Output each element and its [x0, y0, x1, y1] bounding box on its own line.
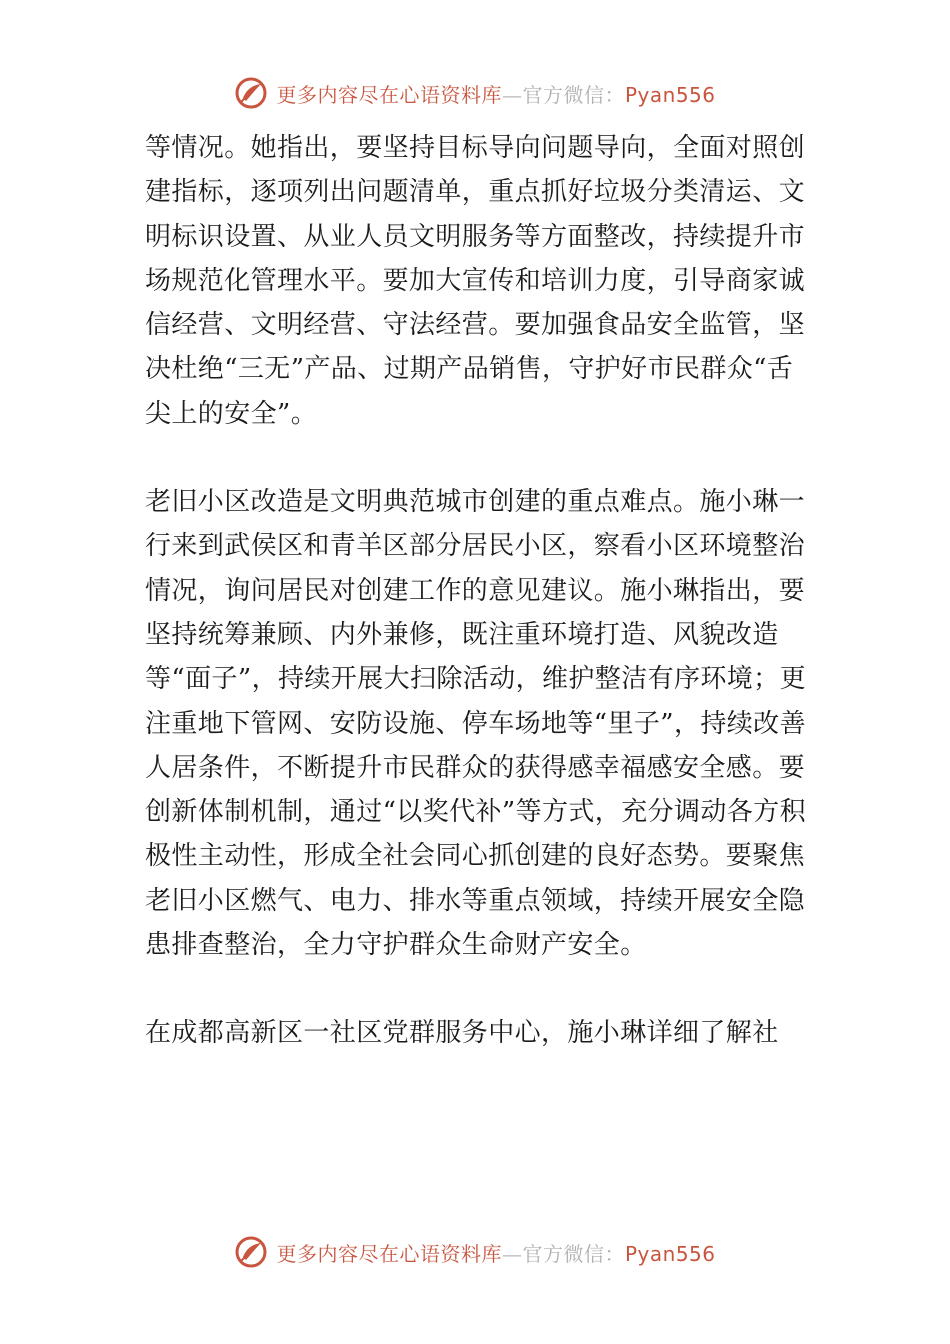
watermark-text: 更多内容尽在心语资料库—官方微信：Pyan556: [276, 1241, 716, 1266]
document-body: [145, 126, 810, 1056]
paragraph-1: 等情况。她指出，要坚持目标导向问题导向，全面对照创建指标，逐项列出问题清单，重点抓好垃圾分类清运、文明标识设置、从业人员文明服务等方面整改，持续提升市场规范化管理水平。要加大宣传和培训力度，引导商家诚信经营、文明经营、守法经营。要加强食品安全监管，坚决杜绝“三无”产品、过期产品销售，守护好市民群众“舌尖上的安全”。: [145, 133, 806, 429]
brand-logo-icon: [234, 1235, 268, 1269]
paragraph-2: 老旧小区改造是文明典范城市创建的重点难点。施小琳一行来到武侯区和青羊区部分居民小区，察看小区环境整治情况，询问居民对创建工作的意见建议。施小琳指出，要坚持统筹兼顾、内外兼修，既注重环境打造、风貌改造等“面子”，持续开展大扫除活动，维护整洁有序环境；更注重地下管网、安防设施、停车场地等“里子”，持续改善人居条件，不断提升市民群众的获得感幸福感安全感。要创新体制机制，通过“以奖代补”等方式，充分调动各方积极性主动性，形成全社会同心抓创建的良好态势。要聚焦老旧小区燃气、电力、排水等重点领域，持续开展安全隐患排查整治，全力守护群众生命财产安全。: [145, 487, 806, 961]
header-watermark: [0, 73, 950, 113]
paragraph-3: 在成都高新区一社区党群服务中心，施小琳详细了解社: [145, 1018, 779, 1049]
watermark-text: 更多内容尽在心语资料库—官方微信：Pyan556: [276, 82, 716, 107]
footer-watermark: [0, 1232, 950, 1272]
brand-logo-icon: [234, 76, 268, 110]
